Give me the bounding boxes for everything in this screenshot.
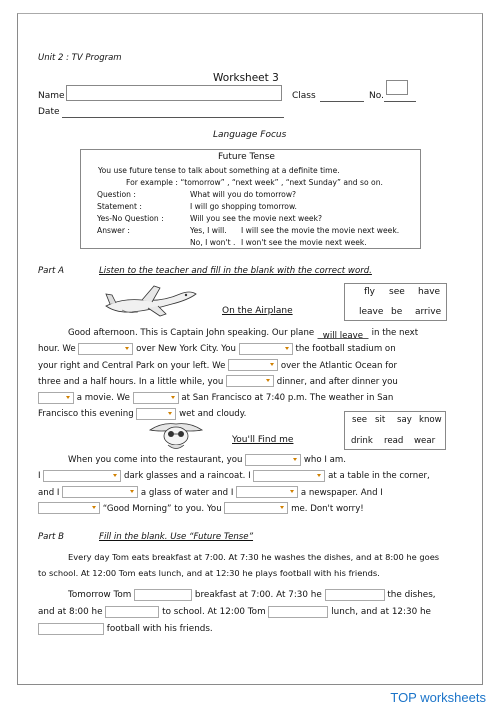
story-text: the football stadium on xyxy=(295,344,396,355)
no-label: No. xyxy=(369,91,384,101)
answer-dropdown[interactable] xyxy=(38,502,100,514)
answer-dropdown[interactable] xyxy=(239,343,293,355)
word-bank2-item: wear xyxy=(414,436,436,446)
answer-dropdown[interactable] xyxy=(253,470,325,482)
story-text: Good afternoon. This is Captain John speaking. Our plane xyxy=(68,328,315,338)
answer-yes: Yes, I will. xyxy=(190,226,227,235)
routine-line2: to school. At 12:00 Tom eats lunch, and at 12:30 he plays football with his friends. xyxy=(38,568,380,578)
word-bank2-item: read xyxy=(384,436,404,446)
word-bank1-item: leave xyxy=(359,307,384,317)
story-text: and at 8:00 he xyxy=(38,607,103,617)
unit-label: Unit 2 : TV Program xyxy=(38,53,122,63)
filled-answer xyxy=(317,327,369,339)
answer-input[interactable] xyxy=(268,606,328,618)
story-text: at a table in the corner, xyxy=(328,471,430,482)
part-b-paragraph xyxy=(38,587,466,638)
story-text: me. Don't worry! xyxy=(291,503,364,514)
brand-top: TOP xyxy=(390,690,417,705)
part-b-label: Part B xyxy=(38,532,64,542)
name-input[interactable] xyxy=(66,85,282,101)
statement-label: Statement : xyxy=(97,202,142,211)
answer-dropdown[interactable] xyxy=(245,454,301,466)
answer-dropdown[interactable] xyxy=(38,392,74,404)
answer-input[interactable] xyxy=(105,606,159,618)
answer-dropdown[interactable] xyxy=(228,359,278,371)
story-text: When you come into the restaurant, you xyxy=(68,455,243,465)
story-text: dark glasses and a raincoat. I xyxy=(124,471,251,482)
story-text: over the Atlantic Ocean for xyxy=(280,360,398,371)
answer-dropdown[interactable] xyxy=(236,486,298,498)
grammar-title: Future Tense xyxy=(218,152,275,162)
yes-no-label: Yes-No Question : xyxy=(97,214,164,223)
story-text: breakfast at 7:00. At 7:30 he xyxy=(194,590,322,600)
story1-title: On the Airplane xyxy=(222,306,293,316)
answer-dropdown[interactable] xyxy=(226,375,274,387)
story-text: a newspaper. And I xyxy=(300,487,383,498)
story-text: to school. At 12:00 Tom xyxy=(162,607,266,617)
grammar-line1: You use future tense to talk about something at a definite time. xyxy=(98,166,340,175)
answer-dropdown[interactable] xyxy=(78,343,133,355)
answer-dropdown[interactable] xyxy=(62,486,138,498)
brand-logo xyxy=(390,690,486,705)
part-b-instruction: Fill in the blank. Use “Future Tense” xyxy=(99,532,254,542)
word-bank2-item: sit xyxy=(375,415,386,425)
story-text: a movie. We xyxy=(76,393,130,404)
date-line xyxy=(62,117,284,118)
language-focus-title: Language Focus xyxy=(213,130,287,140)
part-a-instruction: Listen to the teacher and fill in the blank with the correct word. xyxy=(99,266,372,276)
brand-worksheets: worksheets xyxy=(416,690,486,705)
story-text: your right and Central Park on your left. We xyxy=(38,360,226,371)
story-text: three and a half hours. In a little while, you xyxy=(38,376,224,387)
word-bank1-item: fly xyxy=(364,287,375,297)
story2-title: You'll Find me xyxy=(232,435,294,445)
story-text: and I xyxy=(38,487,60,498)
story-text: football with his friends. xyxy=(106,624,213,634)
word-bank1-item: be xyxy=(391,307,403,317)
story-text: in the next xyxy=(371,328,419,338)
question-text: What will you do tomorrow? xyxy=(190,190,297,199)
answer-dropdown[interactable] xyxy=(43,470,121,482)
no-line xyxy=(384,101,416,102)
story1-paragraph xyxy=(38,325,466,423)
story-text: wet and cloudy. xyxy=(179,409,247,420)
statement-text: I will go shopping tomorrow. xyxy=(190,202,297,211)
airplane-illustration xyxy=(102,280,200,318)
no-input[interactable] xyxy=(386,80,408,95)
story-text: lunch, and at 12:30 he xyxy=(331,607,431,617)
grammar-line2: For example : “tomorrow” , “next week” , “next Sunday” and so on. xyxy=(126,178,383,187)
answer-input[interactable] xyxy=(38,623,104,635)
story2-paragraph xyxy=(38,452,466,517)
word-bank1-item: have xyxy=(418,287,441,297)
story-text: I xyxy=(38,471,41,482)
story-text: Francisco this evening xyxy=(38,409,134,420)
story-text: who I am. xyxy=(303,455,346,465)
word-bank2-item: drink xyxy=(351,436,373,446)
date-label: Date xyxy=(38,107,60,117)
class-line xyxy=(320,101,364,102)
story-text: dinner, and after dinner you xyxy=(276,376,398,387)
word-bank2-item: see xyxy=(352,415,368,425)
yes-no-text: Will you see the movie next week? xyxy=(190,214,322,223)
answer-no: No, I won't . xyxy=(190,238,236,247)
class-label: Class xyxy=(292,91,316,101)
name-label: Name xyxy=(38,91,65,101)
word-bank1-item: see xyxy=(389,287,405,297)
answer-yes-full: I will see the movie the movie next week. xyxy=(241,226,400,235)
story-text: hour. We xyxy=(38,344,76,355)
story-text: a glass of water and I xyxy=(140,487,234,498)
story-text: over New York City. You xyxy=(136,344,236,355)
answer-label: Answer : xyxy=(97,226,130,235)
answer-dropdown[interactable] xyxy=(224,502,288,514)
worksheet-title: Worksheet 3 xyxy=(213,72,279,84)
story-text: “Good Morning” to you. You xyxy=(102,503,222,514)
routine-line1: Every day Tom eats breakfast at 7:00. At 7:30 he washes the dishes, and at 8:00 he goes xyxy=(68,552,440,562)
answer-no-full: I won't see the movie next week. xyxy=(241,238,367,247)
spy-illustration xyxy=(148,418,204,452)
word-bank2-item: say xyxy=(397,415,412,425)
answer-dropdown[interactable] xyxy=(133,392,179,404)
word-bank1-item: arrive xyxy=(415,307,442,317)
word-bank2-item: know xyxy=(419,415,442,425)
story-text: at San Francisco at 7:40 p.m. The weather in San xyxy=(181,393,394,404)
part-a-label: Part A xyxy=(38,266,64,276)
answer-input[interactable] xyxy=(325,589,385,601)
question-label: Question : xyxy=(97,190,136,199)
story-text: Tomorrow Tom xyxy=(68,590,132,600)
answer-input[interactable] xyxy=(134,589,192,601)
story-text: the dishes, xyxy=(387,590,436,600)
filled-answer-text: will leave xyxy=(322,330,364,341)
